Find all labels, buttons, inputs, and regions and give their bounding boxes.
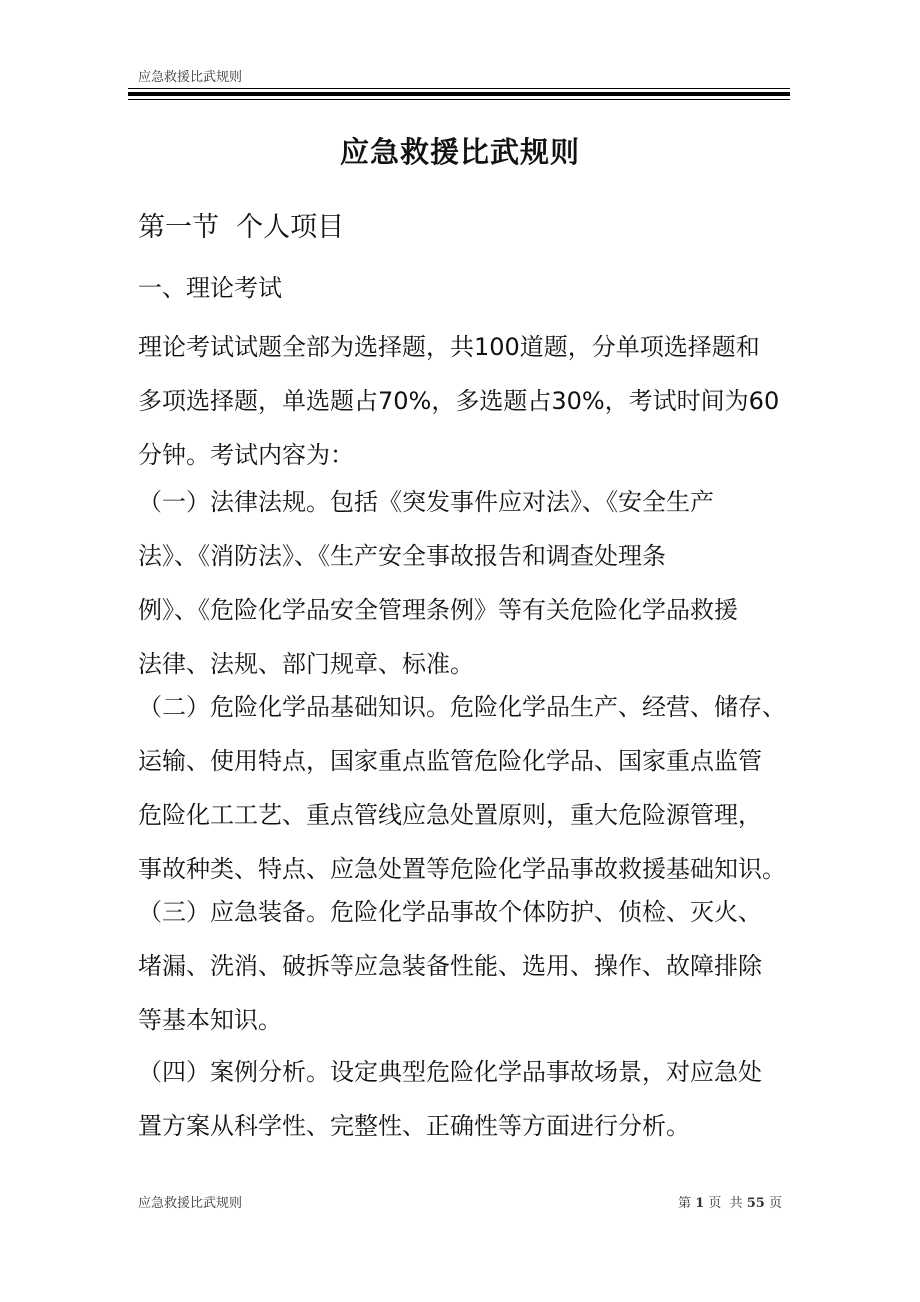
paragraph-line: 例》、《危险化学品安全管理条例》等有关危险化学品救援 xyxy=(138,596,738,624)
header-rule-thin-bottom xyxy=(128,99,790,100)
paragraph-line: 等基本知识。 xyxy=(138,1006,282,1034)
page-suffix: 页 xyxy=(764,1196,782,1211)
total-pages: 55 xyxy=(746,1196,765,1211)
document-title: 应急救援比武规则 xyxy=(339,135,580,169)
paragraph-line: 法》、《消防法》、《生产安全事故报告和调查处理条 xyxy=(138,542,666,570)
paragraph-item-3 xyxy=(138,885,788,1047)
paragraph-line: 危险化工工艺、重点管线应急处置原则，重大危险源管理， xyxy=(138,801,762,829)
paragraph-line: （二）危险化学品基础知识。危险化学品生产、经营、储存、 xyxy=(138,693,786,721)
running-header: 应急救援比武规则 xyxy=(138,70,243,85)
paragraph-line: （三）应急装备。危险化学品事故个体防护、侦检、灭火、 xyxy=(138,898,762,926)
page-prefix: 第 xyxy=(678,1196,696,1211)
sub-heading: 一、理论考试 xyxy=(138,274,282,302)
paragraph-item-1 xyxy=(138,475,788,691)
paragraph-line: 分钟。考试内容为： xyxy=(138,441,354,469)
page-middle: 页 共 xyxy=(704,1196,747,1211)
paragraph-line: 堵漏、洗消、破拆等应急装备性能、选用、操作、故障排除 xyxy=(138,952,762,980)
current-page-number: 1 xyxy=(695,1196,705,1211)
paragraph-line: 多项选择题，单选题占70%，多选题占30%，考试时间为60 xyxy=(138,387,780,415)
header-rule-thin-top xyxy=(128,88,790,89)
header-rule-thick xyxy=(128,92,790,96)
section-heading: 第一节 个人项目 xyxy=(138,212,345,243)
page-number-indicator xyxy=(678,1192,782,1211)
paragraph-item-4 xyxy=(138,1045,788,1153)
paragraph-line: （一）法律法规。包括《突发事件应对法》、《安全生产 xyxy=(138,488,714,516)
paragraph-item-2 xyxy=(138,680,788,896)
paragraph-line: 事故种类、特点、应急处置等危险化学品事故救援基础知识。 xyxy=(138,855,786,883)
paragraph-line: 运输、使用特点，国家重点监管危险化学品、国家重点监管 xyxy=(138,747,762,775)
paragraph-line: 理论考试试题全部为选择题，共100道题，分单项选择题和 xyxy=(138,333,760,361)
paragraph-line: 置方案从科学性、完整性、正确性等方面进行分析。 xyxy=(138,1112,690,1140)
running-footer: 应急救援比武规则 xyxy=(138,1196,243,1211)
paragraph-intro xyxy=(138,320,788,482)
paragraph-line: 法律、法规、部门规章、标准。 xyxy=(138,650,474,678)
paragraph-line: （四）案例分析。设定典型危险化学品事故场景，对应急处 xyxy=(138,1058,762,1086)
